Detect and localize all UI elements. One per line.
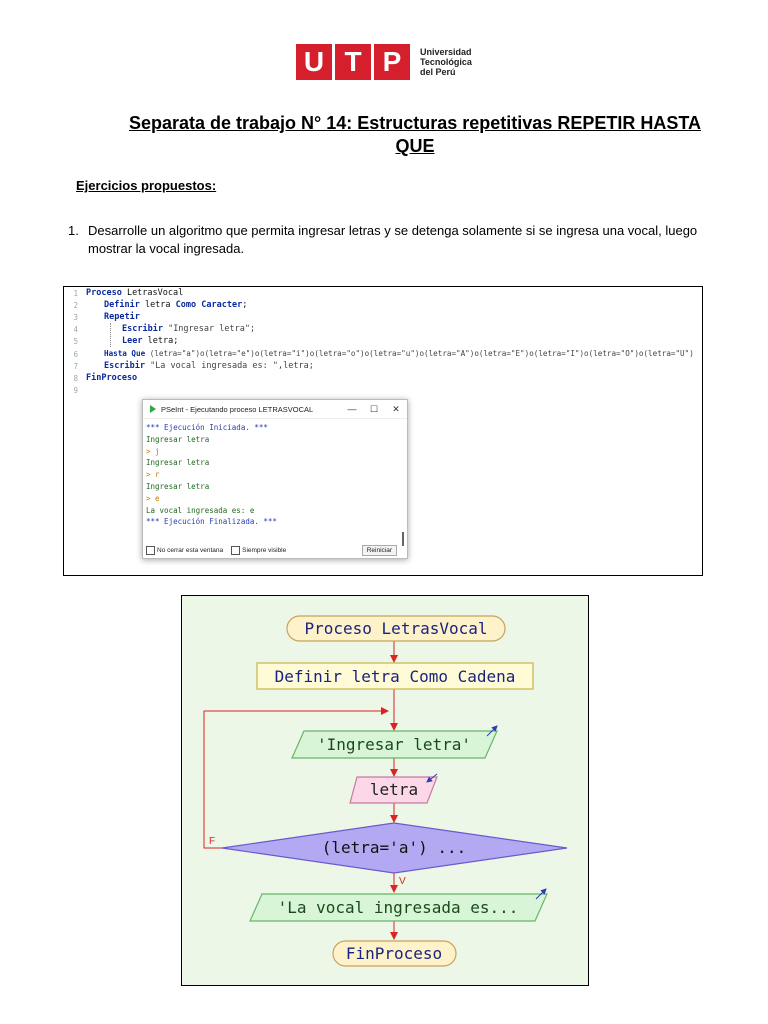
- checkbox-always-visible-label: Siempre visible: [242, 546, 287, 554]
- section-heading: Ejercicios propuestos:: [76, 178, 217, 193]
- console-line: Ingresar letra: [146, 481, 210, 491]
- line-number: 1: [73, 289, 78, 298]
- keyword: Escribir: [104, 361, 145, 371]
- window-controls: [341, 404, 407, 415]
- false-branch-label: F: [209, 836, 216, 847]
- code-line-6: [104, 348, 694, 360]
- console-line: Ingresar letra: [146, 458, 210, 468]
- flow-output1-text: 'Ingresar letra': [316, 735, 472, 754]
- reset-button[interactable]: Reiniciar: [362, 545, 397, 556]
- code-line-1: [86, 287, 183, 299]
- window-footer: [143, 542, 407, 558]
- flow-start-text: Proceso LetrasVocal: [304, 619, 488, 638]
- exercise-number: 1.: [68, 223, 79, 238]
- title-line-1: Separata de trabajo N° 14: Estructuras repetitivas REPETIR HASTA: [128, 113, 702, 133]
- flow-define-text: Definir letra Como Cadena: [274, 667, 516, 686]
- line-number: 3: [73, 313, 78, 322]
- console-line: Ingresar letra: [146, 434, 210, 444]
- code-text: (letra="a")o(letra="e")o(letra="i")o(letra="o")o(letra="u")o(letra="A")o(letra="E")o(letra="I")o(letra="O")o(letra="U"): [145, 349, 694, 358]
- code-text: letra: [139, 300, 176, 310]
- code-line-2: [104, 299, 247, 311]
- code-line-7: [104, 360, 314, 372]
- flow-end-text: FinProceso: [345, 944, 443, 963]
- flow-condition-text: (letra='a') ...: [321, 838, 467, 857]
- code-line-5: [122, 335, 178, 347]
- flow-input-text: letra: [369, 780, 419, 799]
- close-icon[interactable]: ✕: [392, 403, 400, 414]
- flowchart-panel: [181, 595, 589, 986]
- logo-line-1: Universidad: [420, 47, 472, 57]
- console-line: La vocal ingresada es: e: [146, 505, 255, 515]
- pseint-execution-window: [142, 399, 408, 559]
- code-line-3: [104, 311, 140, 323]
- checkbox-no-close-label: No cerrar esta ventana: [157, 546, 224, 554]
- code-text: LetrasVocal: [121, 288, 184, 298]
- code-text: ;: [242, 300, 248, 310]
- checkbox-no-close[interactable]: [146, 546, 155, 555]
- keyword: FinProceso: [86, 373, 138, 383]
- utp-logo: [296, 44, 472, 80]
- line-number: 8: [73, 374, 78, 383]
- keyword: Escribir: [122, 324, 163, 334]
- window-title: PSeInt - Ejecutando proceso LETRASVOCAL: [161, 404, 314, 414]
- console-line: *** Ejecución Iniciada. ***: [146, 423, 268, 432]
- exercise-item: [68, 222, 708, 258]
- console-line: > j: [146, 446, 160, 456]
- line-number: 7: [73, 362, 78, 371]
- keyword: Proceso: [86, 288, 122, 298]
- exercise-text: Desarrolle un algoritmo que permita ingresar letras y se detenga solamente si se ingresa una vocal, luego mostrar la vocal ingresada.: [88, 223, 698, 256]
- line-number: 9: [73, 386, 78, 395]
- flow-output2-text: 'La vocal ingresada es...: [277, 898, 519, 917]
- code-line-8: [86, 372, 137, 384]
- logo-letter-u: U: [296, 44, 332, 80]
- line-number: 6: [73, 350, 78, 359]
- keyword: Leer: [122, 336, 143, 346]
- logo-line-3: del Perú: [420, 67, 456, 77]
- maximize-icon[interactable]: ☐: [369, 403, 379, 414]
- checkbox-always-visible[interactable]: [231, 546, 240, 555]
- keyword: Repetir: [104, 312, 140, 322]
- keyword: Como Caracter: [175, 300, 243, 310]
- logo-letter-t: T: [335, 44, 371, 80]
- logo-letter-p: P: [374, 44, 410, 80]
- keyword: Hasta Que: [104, 349, 146, 358]
- logo-university-name: [420, 47, 472, 77]
- keyword: Definir: [104, 300, 140, 310]
- logo-line-2: Tecnológica: [420, 57, 472, 67]
- flowchart-svg: [182, 596, 588, 985]
- minimize-icon[interactable]: —: [347, 403, 357, 414]
- window-titlebar: [143, 400, 407, 419]
- code-line-4: [122, 323, 255, 335]
- code-text: "La vocal ingresada es: ",letra;: [144, 361, 314, 371]
- console-line: > r: [146, 470, 160, 480]
- pseint-play-icon: [150, 405, 156, 413]
- code-text: letra;: [142, 336, 179, 346]
- title-line-2: QUE: [395, 136, 435, 156]
- console-output: [143, 419, 407, 531]
- line-number: 2: [73, 301, 78, 310]
- page-title: [120, 112, 710, 158]
- code-text: "Ingresar letra";: [162, 324, 256, 334]
- console-line: > e: [146, 493, 160, 503]
- true-branch-label: V: [399, 876, 406, 887]
- line-number: 4: [73, 325, 78, 334]
- line-number: 5: [73, 337, 78, 346]
- indent-guide: [110, 323, 111, 347]
- console-line: *** Ejecución Finalizada. ***: [146, 517, 277, 527]
